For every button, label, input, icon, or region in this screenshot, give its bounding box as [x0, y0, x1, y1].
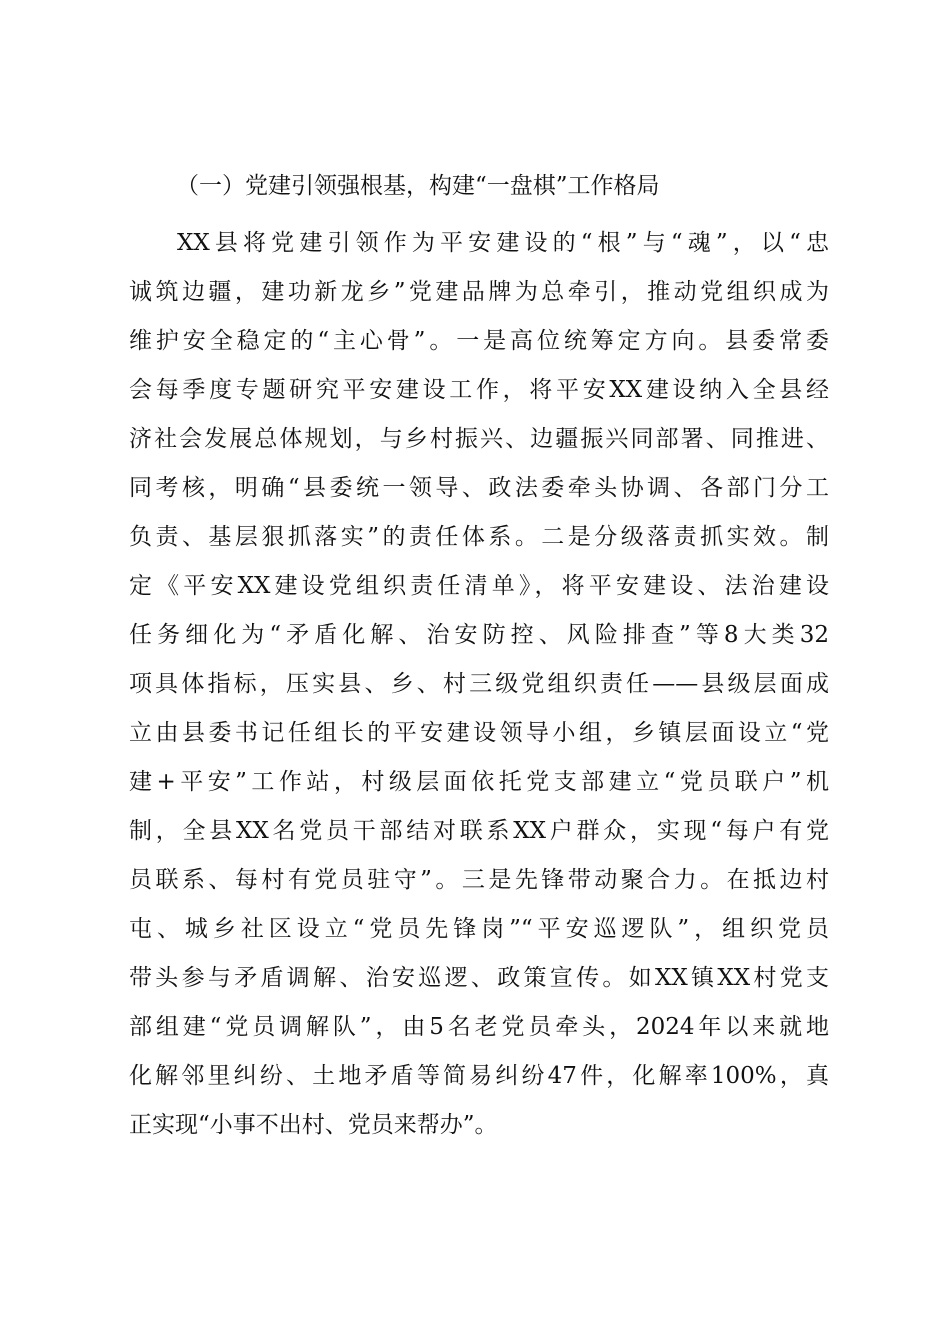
- paragraph-line: 会每季度专题研究平安建设工作，将平安XX建设纳入全县经: [129, 377, 829, 403]
- paragraph-line: 员联系、每村有党员驻守”。三是先锋带动聚合力。在抵边村: [129, 867, 829, 893]
- paragraph-line: 正实现“小事不出村、党员来帮办”。: [129, 1112, 498, 1138]
- paragraph-line: 屯、城乡社区设立“党员先锋岗”“平安巡逻队”，组织党员: [129, 916, 829, 942]
- paragraph-line: 维护安全稳定的“主心骨”。一是高位统筹定方向。县委常委: [129, 328, 829, 354]
- paragraph-line: 制，全县XX名党员干部结对联系XX户群众，实现“每户有党: [129, 818, 829, 844]
- section-heading: （一）党建引领强根基，构建“一盘棋”工作格局: [176, 173, 660, 199]
- paragraph-line: 项具体指标，压实县、乡、村三级党组织责任——县级层面成: [129, 671, 829, 697]
- paragraph-line: 任务细化为“矛盾化解、治安防控、风险排查”等8大类32: [129, 622, 829, 648]
- paragraph-line: 定《平安XX建设党组织责任清单》，将平安建设、法治建设: [129, 573, 829, 599]
- paragraph-line: 济社会发展总体规划，与乡村振兴、边疆振兴同部署、同推进、: [129, 426, 829, 452]
- paragraph-line: 建+平安”工作站，村级层面依托党支部建立“党员联户”机: [129, 769, 829, 795]
- paragraph-line: 化解邻里纠纷、土地矛盾等简易纠纷47件，化解率100%，真: [129, 1063, 829, 1089]
- paragraph-line: 部组建“党员调解队”，由5名老党员牵头，2024年以来就地: [129, 1014, 829, 1040]
- body-paragraph: [129, 219, 829, 1150]
- paragraph-line: 诚筑边疆，建功新龙乡”党建品牌为总牵引，推动党组织成为: [129, 279, 829, 305]
- paragraph-line: 负责、基层狠抓落实”的责任体系。二是分级落责抓实效。制: [129, 524, 829, 550]
- paragraph-line: XX县将党建引领作为平安建设的“根”与“魂”，以“忠: [177, 230, 829, 256]
- paragraph-line: 立由县委书记任组长的平安建设领导小组，乡镇层面设立“党: [129, 720, 829, 746]
- paragraph-line: 同考核，明确“县委统一领导、政法委牵头协调、各部门分工: [129, 475, 829, 501]
- paragraph-line: 带头参与矛盾调解、治安巡逻、政策宣传。如XX镇XX村党支: [129, 965, 829, 991]
